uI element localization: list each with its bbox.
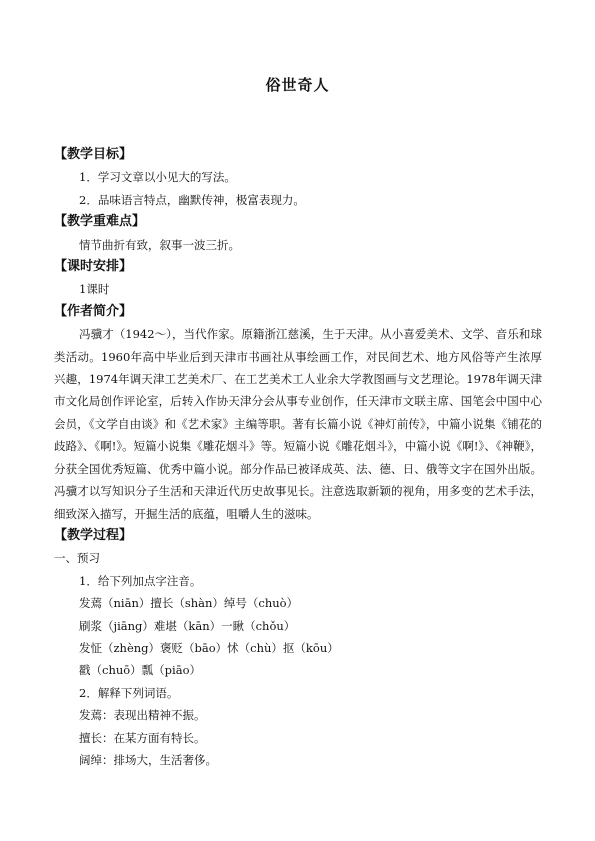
goal-item: 1．学习文章以小见大的写法。 — [79, 170, 236, 185]
pinyin-line: 刷浆（jiāng）难堪（kān）一瞅（chǒu） — [79, 618, 296, 633]
section-heading-author: 【作者简介】 — [54, 303, 133, 319]
section-heading-key-points: 【教学重难点】 — [54, 214, 146, 230]
schedule-text: 1课时 — [79, 282, 110, 297]
pinyin-line: 戳（chuō）瓢（piāo） — [79, 663, 201, 678]
question-definitions: 2．解释下列词语。 — [79, 685, 179, 700]
document-body — [54, 144, 542, 771]
key-points-text: 情节曲折有致，叙事一波三折。 — [79, 237, 240, 252]
goal-item: 2．品味语言特点，幽默传神，极富表现力。 — [79, 192, 305, 207]
page-title: 俗世奇人 — [265, 76, 330, 94]
section-heading-process: 【教学过程】 — [54, 527, 133, 543]
definition-line: 阔绰：排场大，生活奢侈。 — [79, 752, 217, 767]
author-bio: 冯骥才（1942～），当代作家。原籍浙江慈溪，生于天津。从小喜爱美术、文学、音乐和球类活动。1960年高中毕业后到天津市书画社从事绘画工作，对民间艺术、地方风俗等产生浓厚兴趣，1974年调天津工艺美术厂、在工艺美术工人业余大学教图画与文艺理论。1978年调天津市文化局创作评论室，后转入作协天津分会从事专业创作，任天津市文联主席、国笔会中国中心会员，《文学自由谈》和《艺术家》主编等职。著有长篇小说《神灯前传》，中篇小说集《铺花的歧路》、《啊!》。短篇小说集《雕花烟斗》等。短篇小说《雕花烟斗》，中篇小说《啊!》、《神鞭》，分获全国优秀短篇、优秀中篇小说。部分作品已被译成英、法、德、日、俄等文字在国外出版。冯骥才以写知识分子生活和天津近代历史故事见长。注意选取新颖的视角，用多变的艺术手法，细致深入描写，开掘生活的底蕴，咀嚼人生的滋味。 — [54, 327, 542, 521]
section-heading-goals: 【教学目标】 — [54, 147, 133, 162]
section-heading-schedule: 【课时安排】 — [54, 259, 133, 275]
pinyin-line: 发怔（zhèng）褒贬（bāo）怵（chù）抠（kōu） — [79, 640, 339, 655]
process-subheading: 一、预习 — [54, 551, 100, 566]
question-pinyin: 1．给下列加点字注音。 — [79, 573, 202, 588]
definition-line: 发蔫：表现出精神不振。 — [79, 708, 206, 723]
definition-line: 擅长：在某方面有特长。 — [79, 730, 206, 745]
pinyin-line: 发蔫（niān）擅长（shàn）绰号（chuò） — [79, 596, 299, 611]
